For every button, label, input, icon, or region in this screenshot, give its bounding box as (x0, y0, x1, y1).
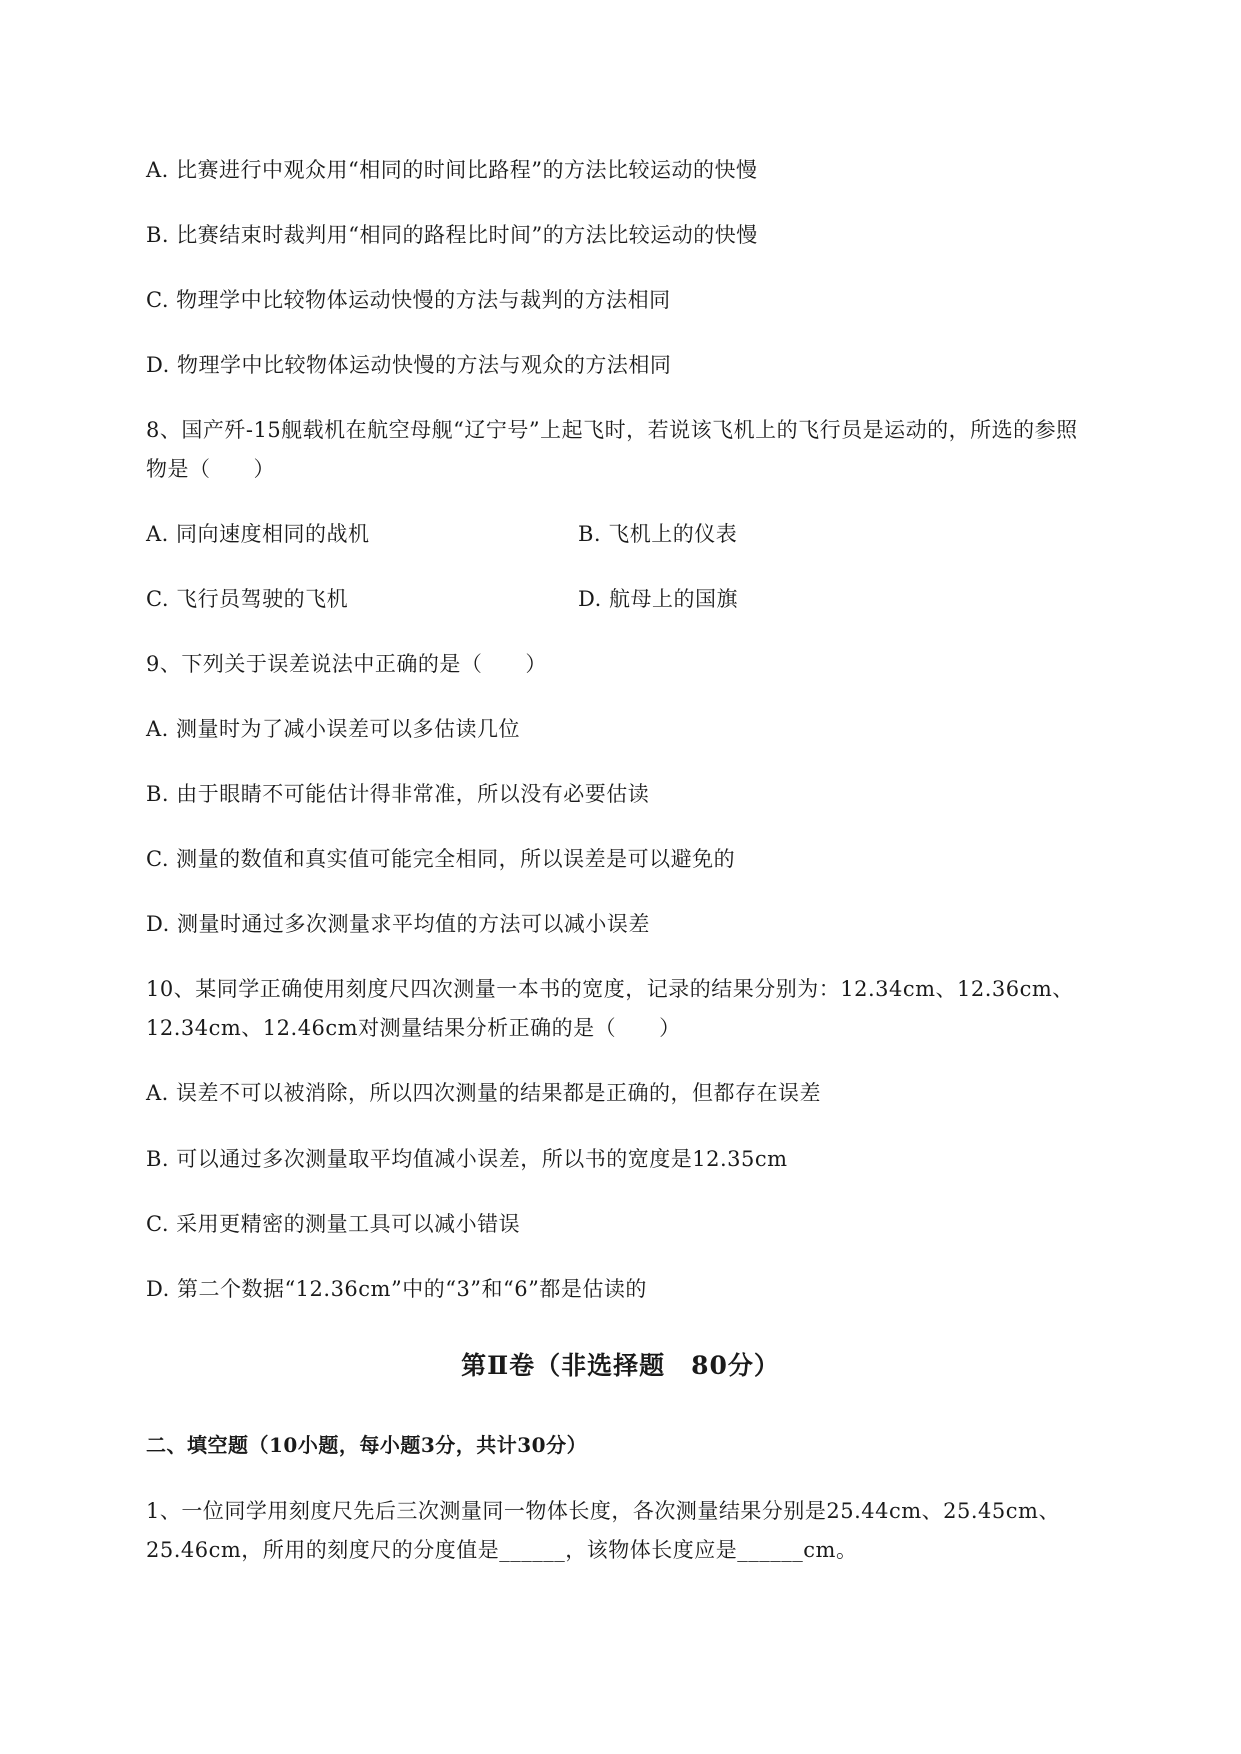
section2-title: 二、填空题（10小题，每小题3分，共计30分） (146, 1433, 588, 1457)
q7-option-a: A. 比赛进行中观众用“相同的时间比路程”的方法比较运动的快慢 (146, 158, 758, 182)
fill1-line2: 25.46cm，所用的刻度尺的分度值是______，该物体长度应是______cm。 (146, 1538, 858, 1562)
q7-option-b: B. 比赛结束时裁判用“相同的路程比时间”的方法比较运动的快慢 (146, 223, 758, 247)
q8-stem-line2: 物是（ ） (146, 457, 275, 481)
q8-option-b: B. 飞机上的仪表 (578, 522, 738, 546)
q10-stem-line1: 10、某同学正确使用刻度尺四次测量一本书的宽度，记录的结果分别为：12.34cm、12.36cm、 (146, 977, 1074, 1001)
q10-option-c: C. 采用更精密的测量工具可以减小错误 (146, 1212, 521, 1236)
q7-option-d: D. 物理学中比较物体运动快慢的方法与观众的方法相同 (146, 353, 672, 377)
fill1-line1: 1、一位同学用刻度尺先后三次测量同一物体长度，各次测量结果分别是25.44cm、25.45cm、 (146, 1499, 1060, 1523)
q9-option-c: C. 测量的数值和真实值可能完全相同，所以误差是可以避免的 (146, 847, 736, 871)
q10-stem-line2: 12.34cm、12.46cm对测量结果分析正确的是（ ） (146, 1016, 681, 1040)
q8-stem-line1: 8、国产歼-15舰载机在航空母舰“辽宁号”上起飞时，若说该飞机上的飞行员是运动的，所选的参照 (146, 418, 1078, 442)
q8-option-d: D. 航母上的国旗 (578, 587, 738, 611)
q8-option-a: A. 同向速度相同的战机 (146, 522, 370, 546)
q10-option-d: D. 第二个数据“12.36cm”中的“3”和“6”都是估读的 (146, 1277, 647, 1301)
part2-heading: 第Ⅱ卷（非选择题 80分） (461, 1351, 780, 1380)
q9-option-a: A. 测量时为了减小误差可以多估读几位 (146, 717, 521, 741)
q7-option-c: C. 物理学中比较物体运动快慢的方法与裁判的方法相同 (146, 288, 671, 312)
q9-option-d: D. 测量时通过多次测量求平均值的方法可以减小误差 (146, 912, 650, 936)
q10-option-a: A. 误差不可以被消除，所以四次测量的结果都是正确的，但都存在误差 (146, 1081, 822, 1105)
q9-stem: 9、下列关于误差说法中正确的是（ ） (146, 652, 547, 676)
q9-option-b: B. 由于眼睛不可能估计得非常准，所以没有必要估读 (146, 782, 650, 806)
q10-option-b: B. 可以通过多次测量取平均值减小误差，所以书的宽度是12.35cm (146, 1147, 788, 1171)
q8-option-c: C. 飞行员驾驶的飞机 (146, 587, 349, 611)
